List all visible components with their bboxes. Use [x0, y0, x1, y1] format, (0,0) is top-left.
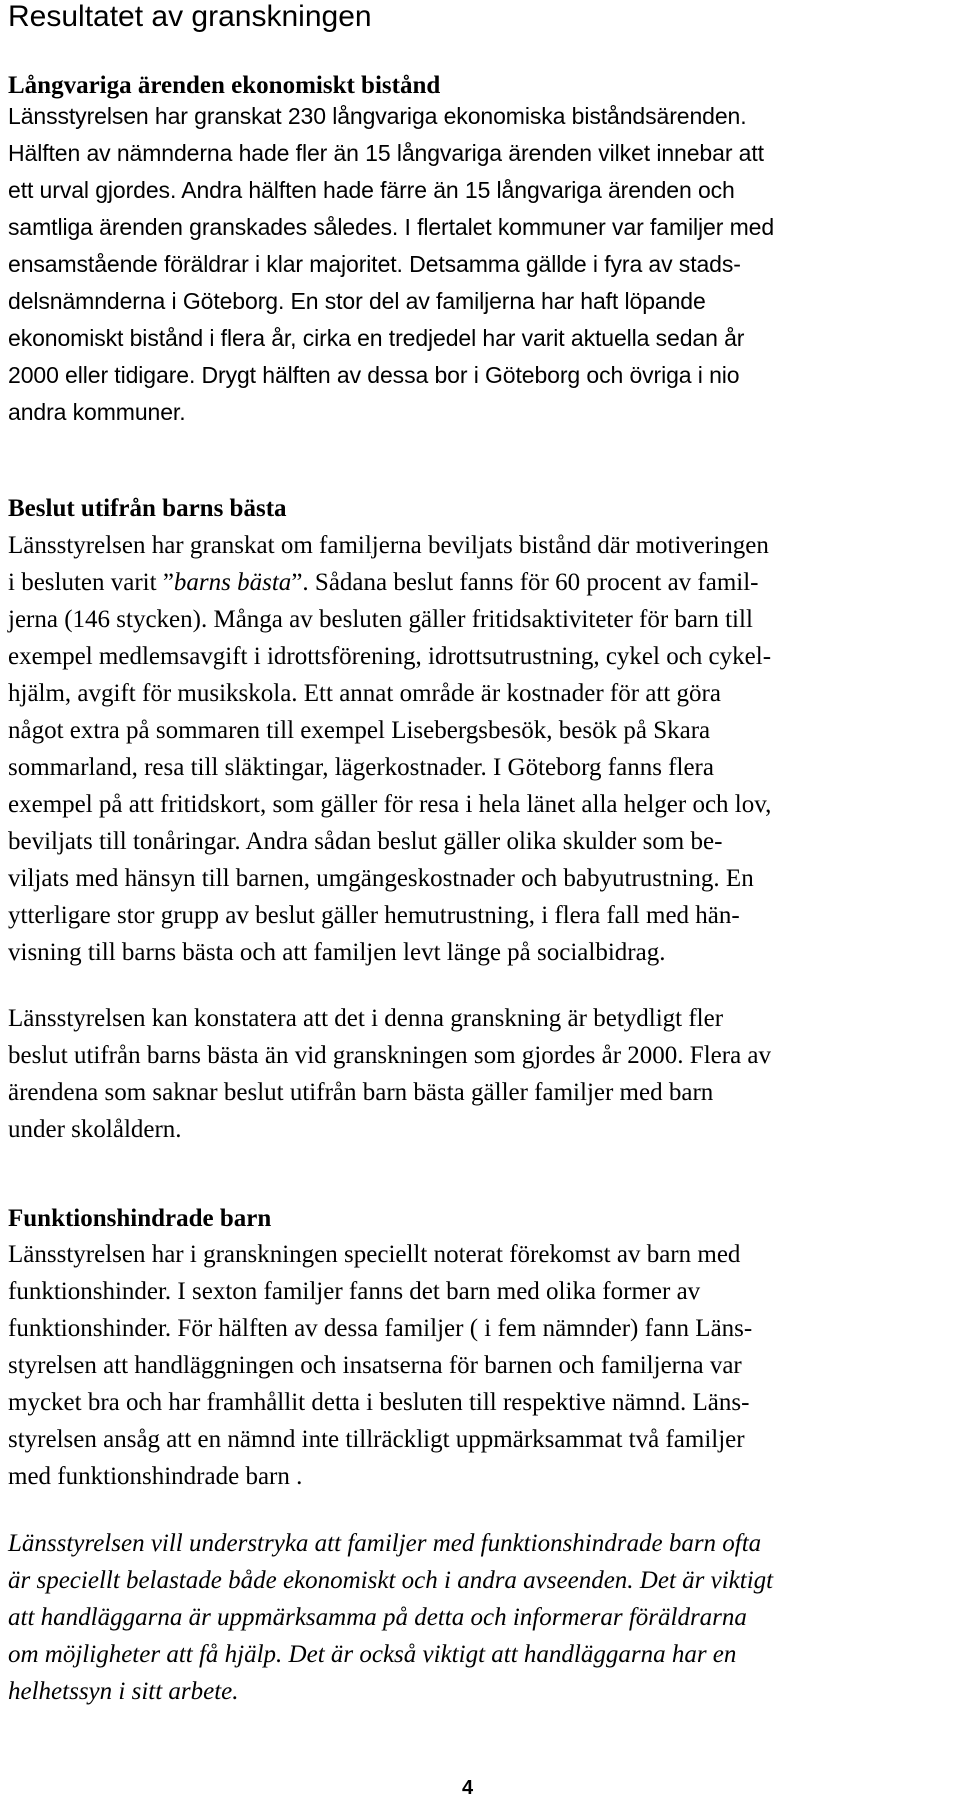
text-line: beviljats till tonåringar. Andra sådan beslut gäller olika skulder som be- — [8, 828, 723, 855]
text-line: ytterligare stor grupp av beslut gäller hemutrustning, i flera fall med hän- — [8, 902, 740, 929]
italic-term: barns bästa — [173, 569, 292, 596]
text-line: delsnämnderna i Göteborg. En stor del av familjerna har haft löpande — [8, 288, 706, 314]
text-line: andra kommuner. — [8, 399, 186, 425]
text-line: hjälm, avgift för musikskola. Ett annat område är kostnader för att göra — [8, 680, 721, 707]
text-line: exempel medlemsavgift i idrottsförening, idrottsutrustning, cykel och cykel- — [8, 643, 772, 670]
paragraph-langvariga — [8, 98, 948, 431]
text-line: något extra på sommaren till exempel Lisebergsbesök, besök på Skara — [8, 717, 711, 744]
text-fragment: ”. Sådana beslut fanns för 60 procent av famil- — [291, 569, 759, 596]
section-heading-langvariga: Långvariga ärenden ekonomiskt bistånd — [8, 72, 441, 99]
text-line: Länsstyrelsen vill understryka att familjer med funktionshindrade barn ofta — [8, 1530, 762, 1557]
paragraph-barns-basta — [8, 527, 948, 971]
text-line: ett urval gjordes. Andra hälften hade färre än 15 långvariga ärenden och — [8, 177, 735, 203]
text-line: styrelsen ansåg att en nämnd inte tillräckligt uppmärksammat två familjer — [8, 1426, 745, 1453]
text-line: ärendena som saknar beslut utifrån barn bästa gäller familjer med barn — [8, 1079, 714, 1106]
text-line: visning till barns bästa och att familjen levt länge på socialbidrag. — [8, 939, 666, 966]
text-line-mixed — [8, 564, 948, 601]
text-line: exempel på att fritidskort, som gäller för resa i hela länet alla helger och lov, — [8, 791, 772, 818]
paragraph-konstatera — [8, 1000, 948, 1148]
section-heading-funktionshindrade: Funktionshindrade barn — [8, 1205, 272, 1232]
text-line: helhetssyn i sitt arbete. — [8, 1678, 239, 1705]
text-line: samtliga ärenden granskades således. I flertalet kommuner var familjer med — [8, 214, 775, 240]
text-line: om möjligheter att få hjälp. Det är också viktigt att handläggarna har en — [8, 1641, 737, 1668]
text-line: Länsstyrelsen har granskat 230 långvariga ekonomiska biståndsärenden. — [8, 103, 747, 129]
text-line: styrelsen att handläggningen och insatserna för barnen och familjerna var — [8, 1352, 742, 1379]
text-line: sommarland, resa till släktingar, lägerkostnader. I Göteborg fanns flera — [8, 754, 714, 781]
section-heading-barns-basta: Beslut utifrån barns bästa — [8, 495, 287, 522]
text-line: Länsstyrelsen har granskat om familjerna beviljats bistånd där motiveringen — [8, 532, 769, 559]
text-line: är speciellt belastade både ekonomiskt och i andra avseenden. Det är viktigt — [8, 1567, 774, 1594]
text-line: 2000 eller tidigare. Drygt hälften av dessa bor i Göteborg och övriga i nio — [8, 362, 740, 388]
text-line: med funktionshindrade barn . — [8, 1463, 303, 1490]
text-line: under skolåldern. — [8, 1116, 182, 1143]
document-title: Resultatet av granskningen — [8, 0, 372, 33]
text-line: ensamstående föräldrar i klar majoritet. Detsamma gällde i fyra av stads- — [8, 251, 741, 277]
paragraph-funktionshindrade — [8, 1236, 948, 1495]
text-fragment: i besluten varit ” — [8, 569, 174, 596]
text-line: att handläggarna är uppmärksamma på detta och informerar föräldrarna — [8, 1604, 747, 1631]
text-line: mycket bra och har framhållit detta i besluten till respektive nämnd. Läns- — [8, 1389, 750, 1416]
text-line: Hälften av nämnderna hade fler än 15 långvariga ärenden vilket innebar att — [8, 140, 764, 166]
text-line: viljats med hänsyn till barnen, umgängeskostnader och babyutrustning. En — [8, 865, 754, 892]
text-line: funktionshinder. För hälften av dessa familjer ( i fem nämnder) fann Läns- — [8, 1315, 753, 1342]
text-line: Länsstyrelsen har i granskningen speciellt noterat förekomst av barn med — [8, 1241, 741, 1268]
text-line: Länsstyrelsen kan konstatera att det i denna granskning är betydligt fler — [8, 1005, 724, 1032]
text-line: funktionshinder. I sexton familjer fanns det barn med olika former av — [8, 1278, 701, 1305]
text-line: beslut utifrån barns bästa än vid granskningen som gjordes år 2000. Flera av — [8, 1042, 772, 1069]
page-number: 4 — [462, 1777, 474, 1799]
paragraph-italic-understryka — [8, 1525, 948, 1710]
text-line: ekonomiskt bistånd i flera år, cirka en tredjedel har varit aktuella sedan år — [8, 325, 745, 351]
text-line: jerna (146 stycken). Många av besluten gäller fritidsaktiviteter för barn till — [8, 606, 753, 633]
